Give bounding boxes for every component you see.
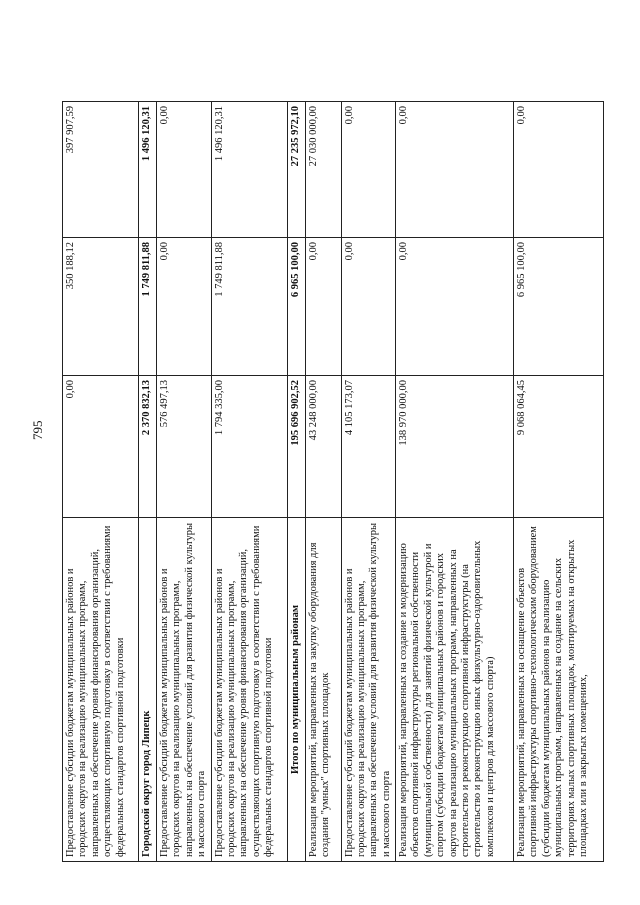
- row-value-2: 0,00: [305, 238, 341, 376]
- row-value-3: 0,00: [514, 102, 604, 238]
- row-value-3: 27 030 000,00: [305, 102, 341, 238]
- row-value-3: 1 496 120,31: [139, 102, 157, 238]
- row-value-2: 0,00: [157, 238, 212, 376]
- table-row: [396, 102, 514, 862]
- row-name: Реализация мероприятий, направленных на закупку оборудования для создания "умных" спортивных площадок: [305, 518, 341, 862]
- page-number: 795: [30, 420, 45, 440]
- row-value-2: 0,00: [341, 238, 396, 376]
- row-value-1: 1 794 335,00: [211, 376, 287, 518]
- row-value-1: 9 068 064,45: [514, 376, 604, 518]
- row-name: Реализация мероприятий, направленных на создание и модернизацию объектов спортивной инфраструктуры региональной собственности (муниципальной собственности) для занятий физической культурой и спортом (субсидии бюджетам муниципальных районов и городских округов на реализацию муниципальных программ, направленных на строительство и реконструкцию спортивной инфраструктуры (на строительство и реконструкцию иных физкультурно-оздоровительных комплексов и центров для массового спорта): [396, 518, 514, 862]
- row-name: Реализация мероприятий, направленных на оснащение объектов спортивной инфраструктуры спортивно-технологическим оборудованием (субсидии бюджетам муниципальных районов на реализацию муниципальных программ, направленных на создание на сельских территориях малых спортивных площадок, монтируемых на открытых площадках или в закрытых помещениях,: [514, 518, 604, 862]
- table-row: [211, 102, 287, 862]
- row-value-1: 4 105 173,07: [341, 376, 396, 518]
- row-value-2: 6 965 100,00: [514, 238, 604, 376]
- row-value-1: 0,00: [63, 376, 139, 518]
- row-value-2: 1 749 811,88: [211, 238, 287, 376]
- row-value-3: 0,00: [396, 102, 514, 238]
- table-row: [341, 102, 396, 862]
- budget-table: [62, 101, 604, 862]
- row-value-3: 1 496 120,31: [211, 102, 287, 238]
- table-row: [157, 102, 212, 862]
- row-value-1: 2 370 832,13: [139, 376, 157, 518]
- row-value-3: 0,00: [157, 102, 212, 238]
- table-row: [63, 102, 139, 862]
- row-name: Предоставление субсидий бюджетам муниципальных районов и городских округов на реализацию муниципальных программ, направленных на обеспечение условий для развития физической культуры и массового спорта: [157, 518, 212, 862]
- row-value-2: 0,00: [396, 238, 514, 376]
- row-value-1: 576 497,13: [157, 376, 212, 518]
- table-row: [139, 102, 157, 862]
- row-value-2: 350 188,12: [63, 238, 139, 376]
- row-value-2: 1 749 811,88: [139, 238, 157, 376]
- row-value-3: 0,00: [341, 102, 396, 238]
- table-row: [514, 102, 604, 862]
- budget-table-container: [62, 102, 594, 862]
- row-value-3: 27 235 972,10: [287, 102, 305, 238]
- row-name: Городской округ город Липецк: [139, 518, 157, 862]
- row-name: Предоставление субсидии бюджетам муниципальных районов и городских округов на реализацию муниципальных программ, направленных на обеспечение уровня финансирования организаций, осуществляющих спортивную подготовку в соответствии с требованиями федеральных стандартов спортивной подготовки: [63, 518, 139, 862]
- row-value-2: 6 965 100,00: [287, 238, 305, 376]
- row-value-1: 195 696 902,52: [287, 376, 305, 518]
- row-value-3: 397 907,59: [63, 102, 139, 238]
- row-value-1: 138 970 000,00: [396, 376, 514, 518]
- row-name: Итого по муниципальным районам: [287, 518, 305, 862]
- table-row: [287, 102, 305, 862]
- row-name: Предоставление субсидии бюджетам муниципальных районов и городских округов на реализацию муниципальных программ, направленных на обеспечение уровня финансирования организаций, осуществляющих спортивную подготовку в соответствии с требованиями федеральных стандартов спортивной подготовки: [211, 518, 287, 862]
- table-row: [305, 102, 341, 862]
- row-name: Предоставление субсидий бюджетам муниципальных районов и городских округов на реализацию муниципальных программ, направленных на обеспечение условий для развития физической культуры и массового спорта: [341, 518, 396, 862]
- row-value-1: 43 248 000,00: [305, 376, 341, 518]
